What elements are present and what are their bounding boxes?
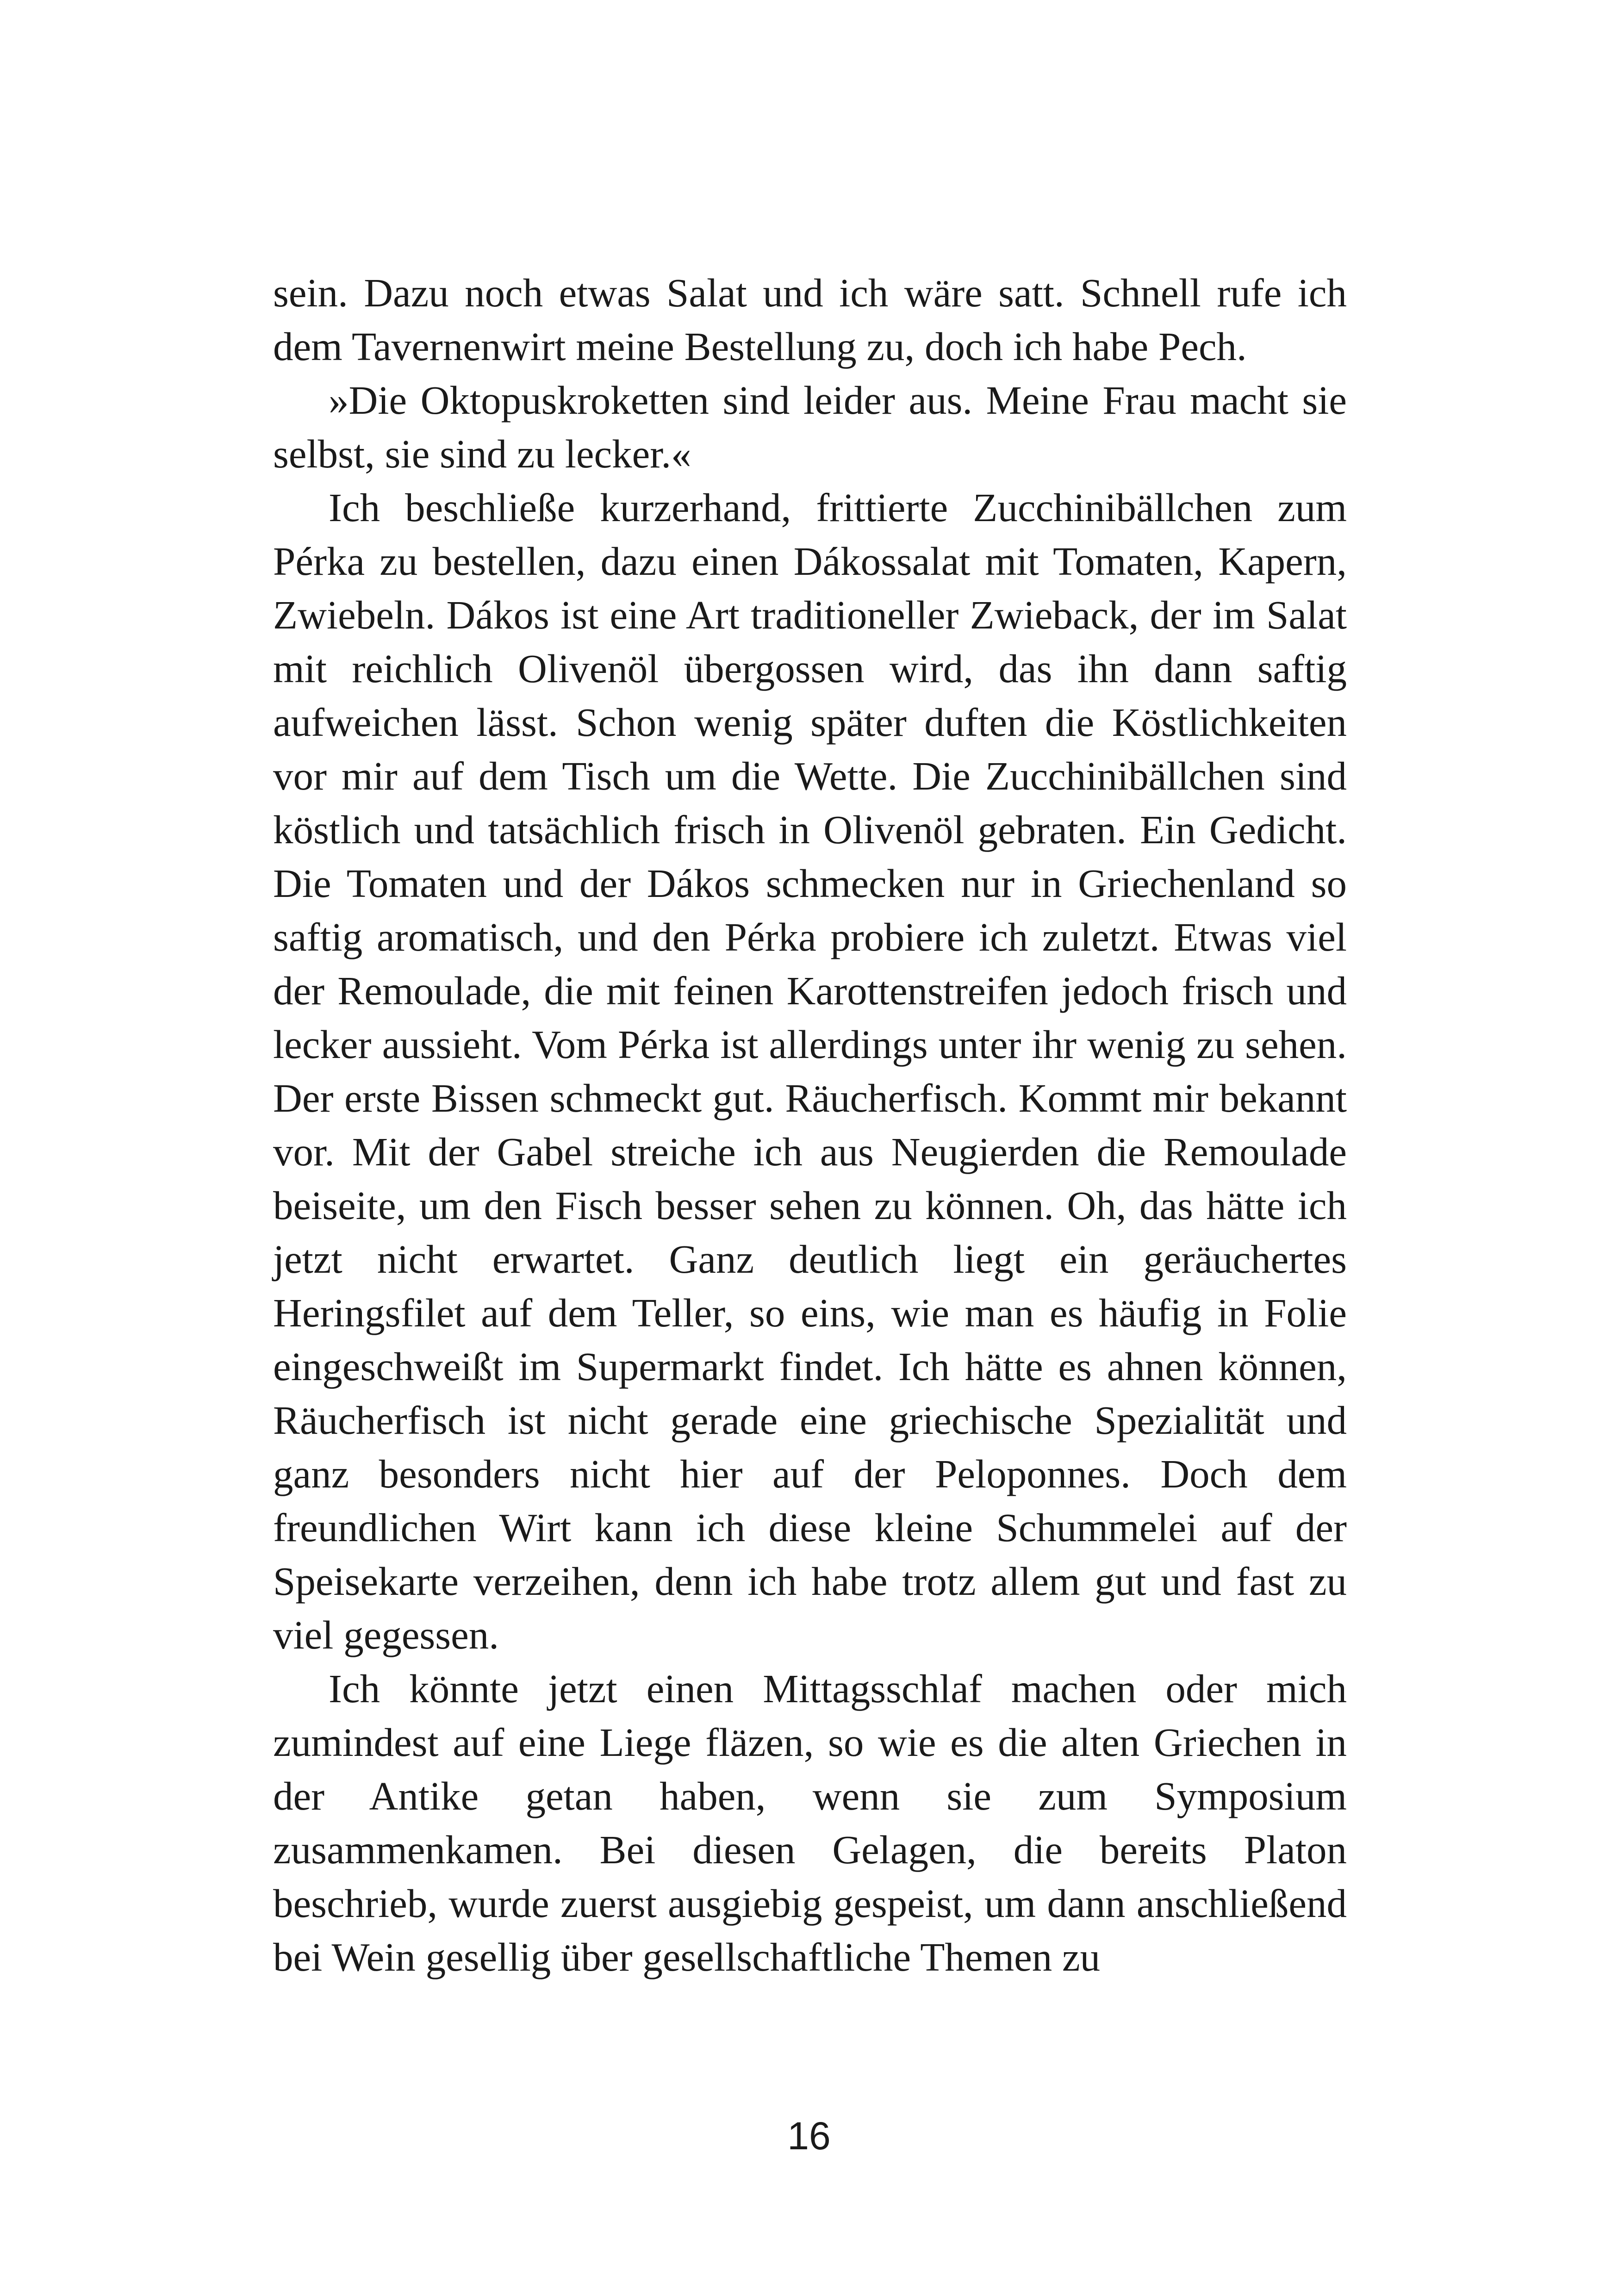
paragraph-dialogue: »Die Oktopuskroketten sind leider aus. Meine Frau macht sie selbst, sie sind zu lecker.« [273,378,1347,476]
paragraph-symposium: Ich könnte jetzt einen Mittagsschlaf machen oder mich zumindest auf eine Liege fläzen, so wie es die alten Griechen in der Antike getan haben, wenn sie zum Symposium zusammenkamen. Bei diesen Gelagen, die bereits Platon beschrieb, wurde zuerst ausgiebig gespeist, um dann anschließend bei Wein gesellig über gesellschaftliche Themen zu [273,1666,1347,1979]
page-number: 16 [787,2114,831,2158]
body-text [273,266,1347,1984]
paragraph-meal: Ich beschließe kurzerhand, frittierte Zucchinibällchen zum Pérka zu bestellen, dazu einen Dákossalat mit Tomaten, Kapern, Zwiebeln. Dákos ist eine Art traditioneller Zwieback, der im Salat mit reichlich Olivenöl übergossen wird, das ihn dann saftig aufweichen lässt. Schon wenig später duften die Köstlichkeiten vor mir auf dem Tisch um die Wette. Die Zucchinibällchen sind köstlich und tatsächlich frisch in Olivenöl gebraten. Ein Gedicht. Die Tomaten und der Dákos schmecken nur in Griechenland so saftig aromatisch, und den Pérka probiere ich zuletzt. Etwas viel der Remoulade, die mit feinen Karottenstreifen jedoch frisch und lecker aussieht. Vom Pérka ist allerdings unter ihr wenig zu sehen. Der erste Bissen schmeckt gut. Räucherfisch. Kommt mir bekannt vor. Mit der Gabel streiche ich aus Neugierden die Remoulade beiseite, um den Fisch besser sehen zu können. Oh, das hätte ich jetzt nicht erwartet. Ganz deutlich liegt ein geräuchertes Heringsfilet auf dem Teller, so eins, wie man es häufig in Folie eingeschweißt im Supermarkt findet. Ich hätte es ahnen können, Räucherfisch ist nicht gerade eine griechische Spezialität und ganz besonders nicht hier auf der Peloponnes. Doch dem freundlichen Wirt kann ich diese kleine Schummelei auf der Speisekarte verzeihen, denn ich habe trotz allem gut und fast zu viel gegessen. [273,485,1347,1657]
paragraph-continuation: sein. Dazu noch etwas Salat und ich wäre satt. Schnell rufe ich dem Tavernenwirt meine Bestellung zu, doch ich habe Pech. [273,270,1347,369]
